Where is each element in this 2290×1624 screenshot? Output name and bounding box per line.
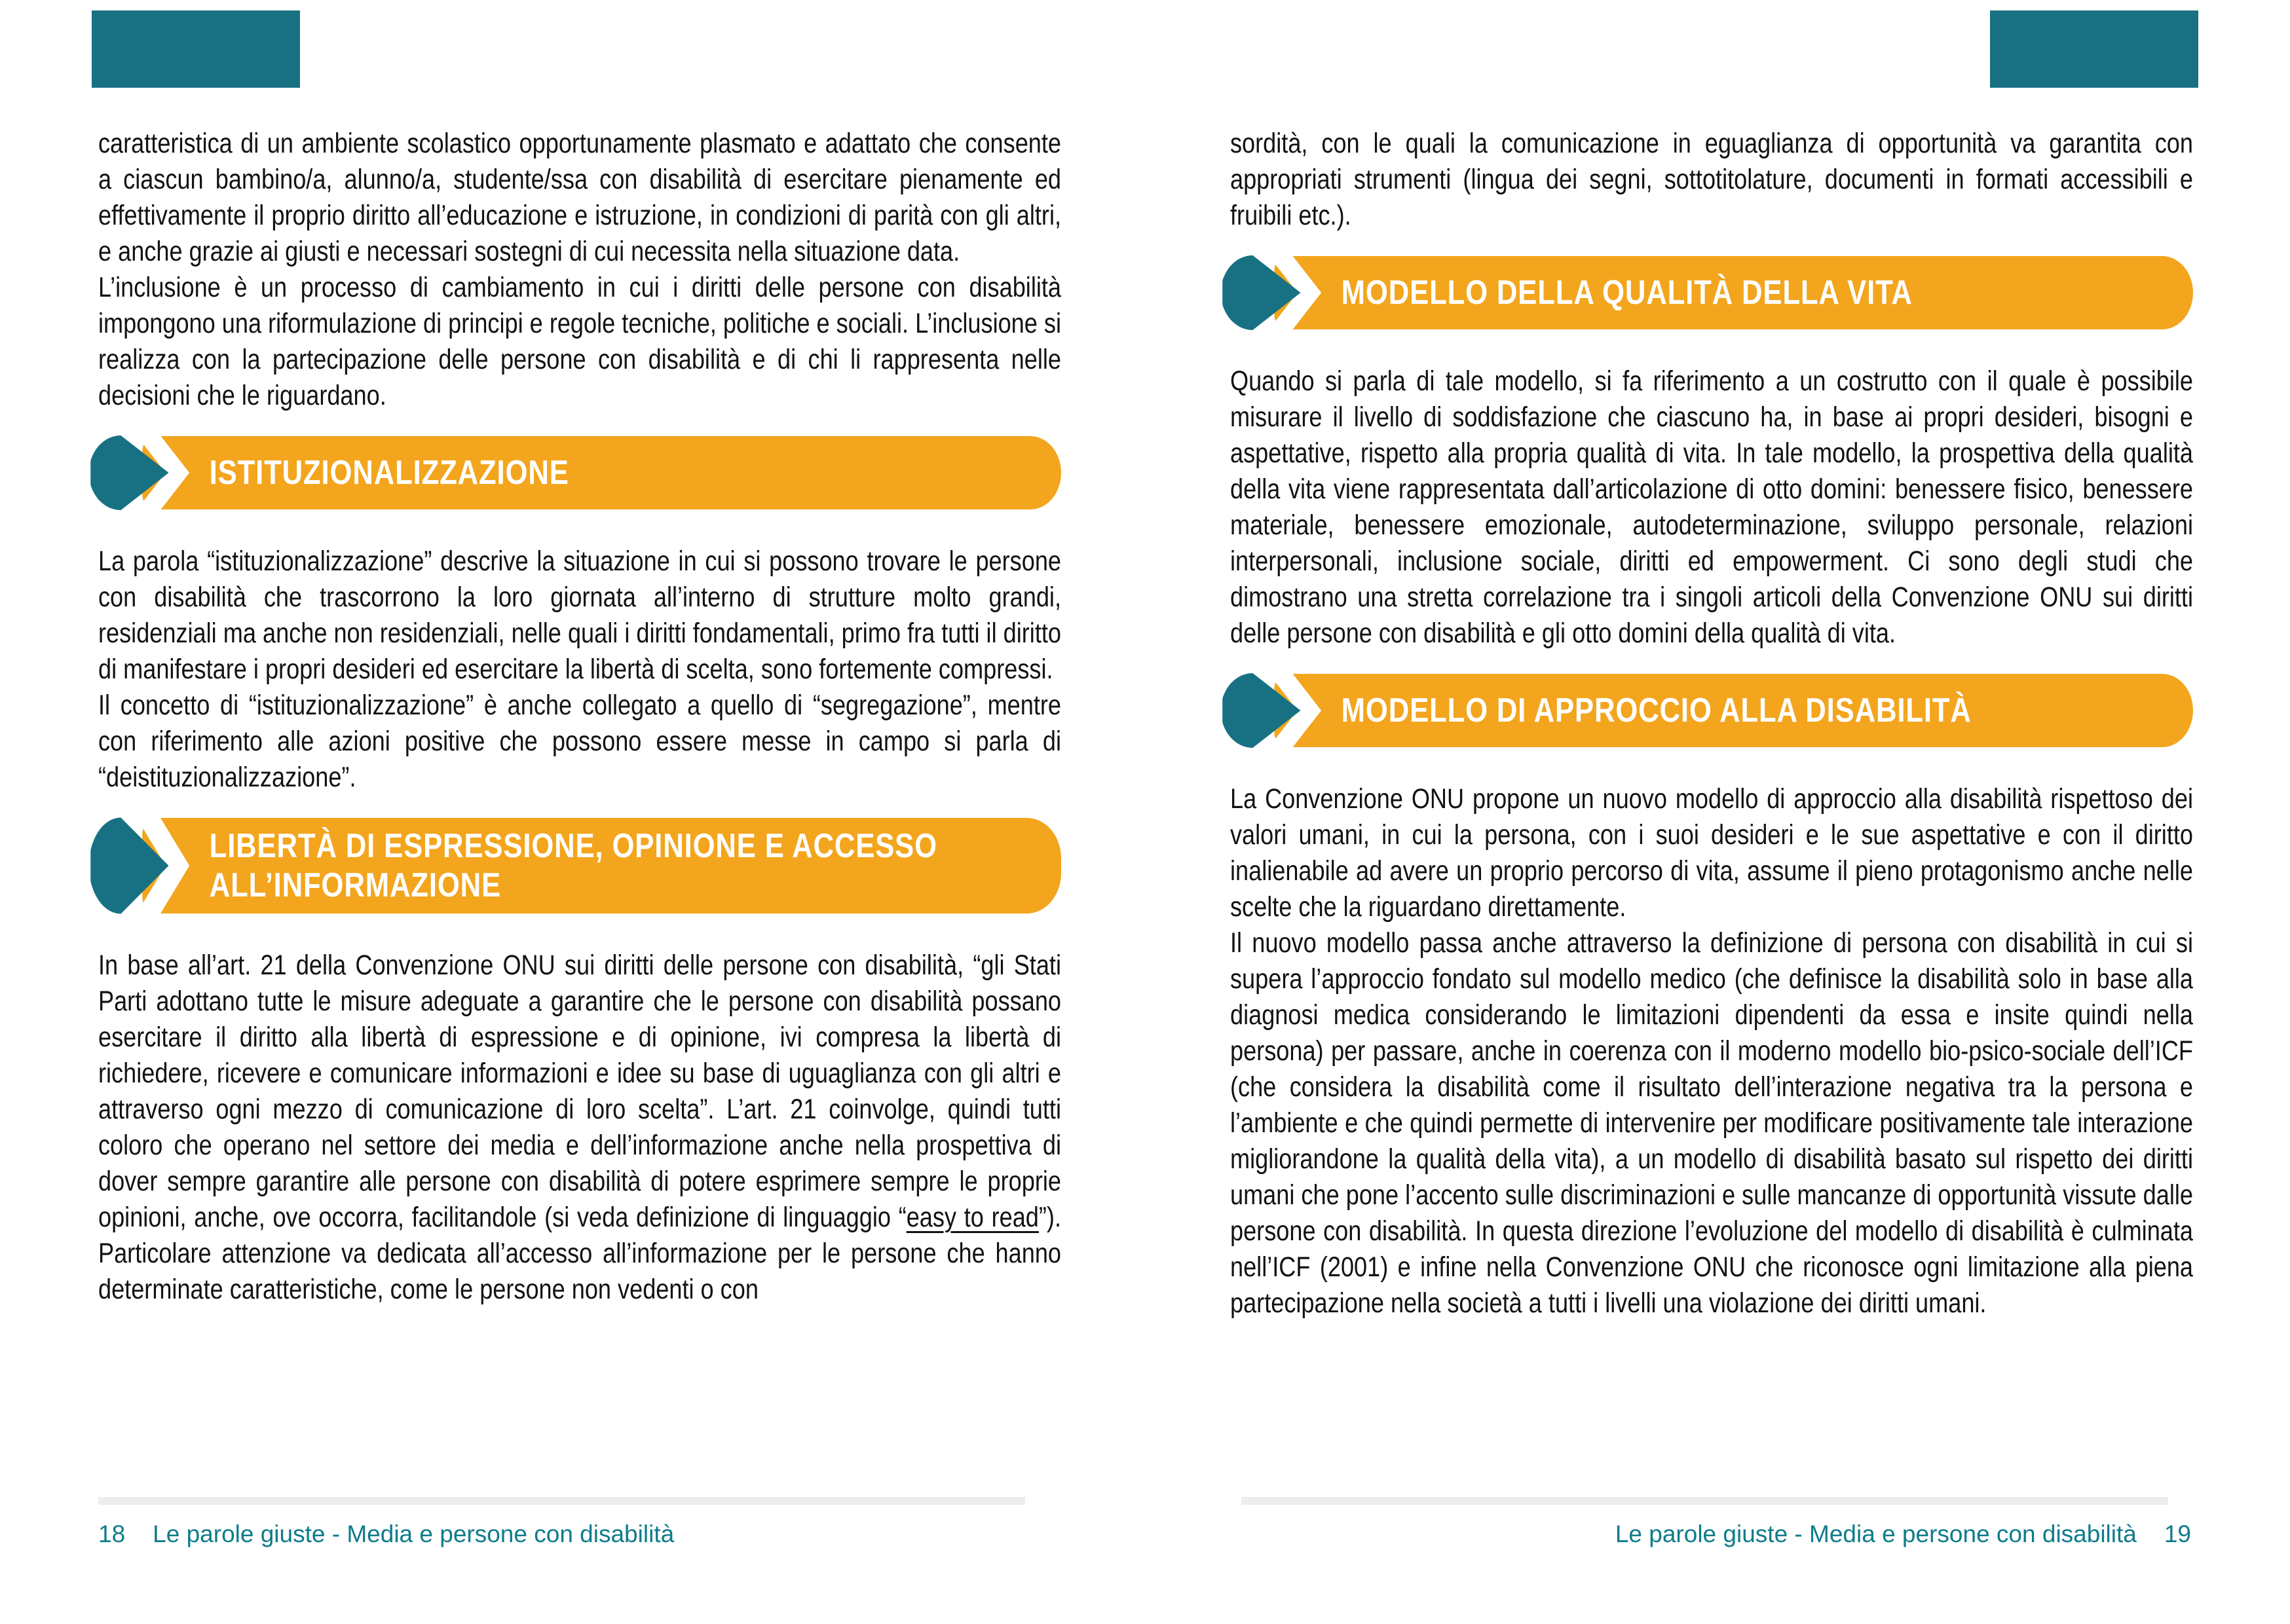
body-paragraph: La Convenzione ONU propone un nuovo modello di approccio alla disabilità rispettoso dei valori umani, in cui la persona, con i suoi desideri e le sue aspettative e con il diritto inalienabile ad avere un proprio percorso di vita, assume il pieno protagonismo anche nelle scelte che la riguardano direttamente.: [1230, 783, 2193, 923]
section-header-pill: [1274, 256, 2193, 329]
section-header: [1230, 674, 2193, 747]
body-paragraph: caratteristica di un ambiente scolastico opportunamente plasmato e adattato che consente a ciascun bambino/a, alunno/a, studente/ssa con disabilità di esercitare pienamente ed effettivamente il proprio diritto all’educazione e istruzione, in condizioni di parità con gli altri, e anche grazie ai giusti e necessari sostegni di cui necessita nella situazione data.: [98, 128, 1061, 267]
chevron-right-badge-icon: [90, 434, 195, 511]
footer-left: [98, 1521, 674, 1548]
body-paragraph: Quando si parla di tale modello, si fa riferimento a un costrutto con il quale è possibile misurare il livello di soddisfazione che ciascuno ha, in base ai propri desideri, bisogni e aspettative, rispetto alla propria qualità di vita. In tale modello, la prospettiva della qualità della vita viene rappresentata dall’articolazione di otto domini: benessere fisico, benessere materiale, benessere emozionale, autodeterminazione, sviluppo personale, relazioni interpersonali, inclusione sociale, diritti ed empowerment. Ci sono degli studi che dimostrano una stretta correlazione tra i singoli articoli della Convenzione ONU sui diritti delle persone con disabilità e gli otto domini della qualità di vita.: [1230, 365, 2193, 649]
page-number: 18: [98, 1521, 126, 1547]
section-header-pill: [142, 818, 1061, 913]
section-header-pill: [1274, 674, 2193, 747]
chevron-right-badge-icon: [90, 816, 195, 915]
body-paragraph: Il nuovo modello passa anche attraverso la definizione di persona con disabilità in cui si supera l’approccio fondato sul modello medico (che definisce la disabilità solo in base alla diagnosi medica considerando le limitazioni dipendenti da essa e insite quindi nella persona) per passare, anche in coerenza con il moderno modello bio-psico-sociale dell’ICF (che considera la disabilità come il risultato dell’interazione negativa tra la persona e l’ambiente e che quindi permette di intervenire per modificare positivamente tale interazione migliorandone la qualità della vita), a un modello di disabilità basato sul rispetto dei diritti umani che pone l’accento sulle discriminazioni e sulle mancanze di opportunità vissute dalle persone con disabilità. In questa direzione l’evoluzione del modello di disabilità è culminata nell’ICF (2001) e infine nella Convenzione ONU che riconosce ogni limitazione alla piena partecipazione nella società a tutti i livelli una violazione dei diritti umani.: [1230, 927, 2193, 1319]
section-header: [98, 436, 1061, 509]
easy-to-read-underlined-text: easy to read: [906, 1202, 1039, 1233]
page-number: 19: [2164, 1521, 2191, 1547]
section-header: [98, 818, 1061, 913]
paragraph-text: In base all’art. 21 della Convenzione ONU sui diritti delle persone con disabilità, “gli Stati Parti adottano tutte le misure adeguate a garantire che le persone con disabilità possano esercitare il diritto alla libertà di espressione e di opinione, ivi compresa la libertà di richiedere, ricevere e comunicare informazioni e idee su base di uguaglianza con gli altri e attraverso ogni mezzo di comunicazione di loro scelta”. L’art. 21 coinvolge, quindi tutti coloro che operano nel settore dei media e dell’informazione anche nella prospettiva di dover sempre garantire alle persone con disabilità di potere esprimere sempre le proprie opinioni, anche, ove occorra, facilitandole (si veda definizione di linguaggio “: [98, 950, 1061, 1233]
section-title: MODELLO DELLA QUALITÀ DELLA VITA: [1341, 274, 1913, 312]
chevron-right-badge-icon: [1222, 254, 1327, 331]
page-corner-tab-left: [92, 10, 300, 88]
body-paragraph: L’inclusione è un processo di cambiamento in cui i diritti delle persone con disabilità impongono una riformulazione di principi e regole tecniche, politiche e sociali. L’inclusione si realizza con la partecipazione delle persone con disabilità e di chi li rappresenta nelle decisioni che le riguardano.: [98, 272, 1061, 411]
body-paragraph: Il concetto di “istituzionalizzazione” è anche collegato a quello di “segregazione”, mentre con riferimento alle azioni positive che possono essere messe in campo si parla di “deistituzionalizzazione”.: [98, 690, 1061, 793]
footer-right: [1615, 1521, 2191, 1548]
section-title: LIBERTÀ DI ESPRESSIONE, OPINIONE E ACCESSO ALL’INFORMAZIONE: [209, 827, 937, 904]
chevron-right-badge-icon: [1222, 672, 1327, 749]
body-paragraph: sordità, con le quali la comunicazione in eguaglianza di opportunità va garantita con appropriati strumenti (lingua dei segni, sottotitolature, documenti in formati accessibili e fruibili etc.).: [1230, 128, 2193, 231]
section-header-pill: [142, 436, 1061, 509]
section-header: [1230, 256, 2193, 329]
paragraph-text: ”). Particolare attenzione va dedicata all’accesso all’informazione per le persone che hanno determinate caratteristiche, come le persone non vedenti o con: [98, 1202, 1061, 1305]
footer-divider-left: [98, 1497, 1025, 1505]
page-left: [98, 126, 1061, 1308]
section-title: ISTITUZIONALIZZAZIONE: [209, 454, 569, 492]
body-paragraph: La parola “istituzionalizzazione” descrive la situazione in cui si possono trovare le persone con disabilità che trascorrono la loro giornata all’interno di strutture molto grandi, residenziali ma anche non residenziali, nelle quali i diritti fondamentali, primo fra tutti il diritto di manifestare i propri desideri ed esercitare la libertà di scelta, sono fortemente compressi.: [98, 545, 1061, 685]
page-corner-tab-right: [1990, 10, 2198, 88]
footer-book-title: Le parole giuste - Media e persone con disabilità: [1615, 1521, 2137, 1547]
section-title: MODELLO DI APPROCCIO ALLA DISABILITÀ: [1341, 692, 1972, 729]
footer-book-title: Le parole giuste - Media e persone con disabilità: [153, 1521, 675, 1547]
body-paragraph: [98, 948, 1061, 1308]
page-right: [1230, 126, 2193, 1321]
footer-divider-right: [1241, 1497, 2168, 1505]
